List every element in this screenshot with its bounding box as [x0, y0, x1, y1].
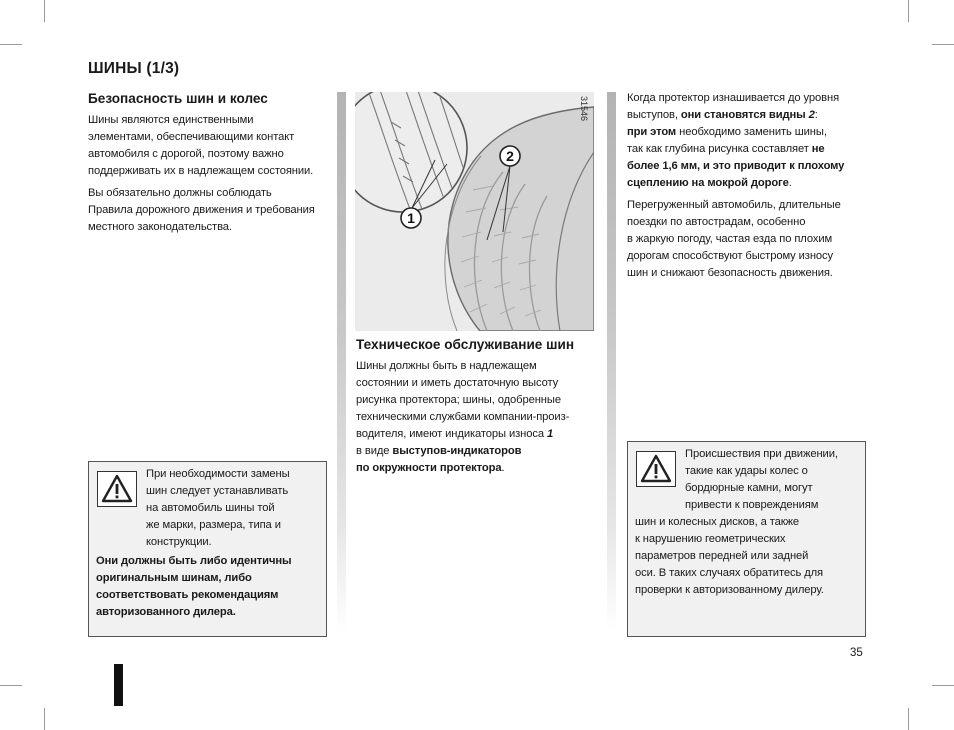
text-line: параметров передней или задней	[635, 550, 809, 562]
wear-text	[627, 90, 872, 287]
text-line: же марки, размера, типа и	[146, 519, 281, 531]
text-line: на автомобиль шины той	[146, 502, 275, 514]
text-line: Шины являются единственными	[88, 114, 254, 126]
bold-run: более 1,6 мм, и это приводит к плохому	[627, 160, 845, 172]
indicator-ref: 2	[808, 109, 815, 121]
section-tab-marker	[114, 664, 123, 706]
column-sidebar	[607, 92, 616, 632]
text-run: .	[788, 177, 792, 189]
text-line	[627, 107, 872, 124]
bold-run: выступов-индикаторов	[392, 445, 522, 457]
bold-run: по окружности протектора	[356, 462, 502, 474]
warning-text	[146, 466, 324, 551]
text-line: шин и снижают безопасность движения.	[627, 267, 833, 279]
bold-run: они становятся видны	[680, 109, 806, 121]
text-line: элементами, обеспечивающими контакт	[88, 131, 295, 143]
text-line	[356, 460, 596, 477]
warning-box-damage	[627, 441, 866, 637]
text-line: оси. В таких случаях обратитесь для	[635, 567, 824, 579]
text-line: Вы обязательно должны соблюдать	[88, 187, 272, 199]
text-line: проверки к авторизованному дилеру.	[635, 584, 824, 596]
indicator-ref: 1	[546, 428, 554, 440]
page-number: 35	[850, 647, 863, 659]
callout-1: 1	[407, 210, 415, 226]
crop-mark	[908, 0, 909, 22]
text-line: Правила дорожного движения и требования	[88, 204, 315, 216]
warning-triangle-icon	[97, 471, 137, 507]
text-line: шин и колесных дисков, а также	[635, 516, 800, 528]
crop-mark	[44, 0, 45, 22]
text-line: рисунка протектора; шины, одобренные	[356, 394, 561, 406]
text-line: в жаркую погоду, частая езда по плохим	[627, 233, 833, 245]
text-run: водителя, имеют индикаторы износа	[356, 428, 544, 440]
text-run: необходимо заменить шины,	[679, 126, 827, 138]
crop-mark	[0, 685, 22, 686]
safety-text	[88, 112, 338, 241]
text-run: выступов,	[627, 109, 678, 121]
text-line: состоянии и иметь достаточную высоту	[356, 377, 559, 389]
text-line	[627, 124, 872, 141]
text-line: техническими службами компании-произ-	[356, 411, 570, 423]
crop-mark	[44, 708, 45, 730]
text-line: авторизованного дилера.	[96, 606, 236, 618]
text-line: Перегруженный автомобиль, длительные	[627, 199, 841, 211]
text-line: Когда протектор изнашивается до уровня	[627, 92, 840, 104]
text-line: бордюрные камни, могут	[685, 482, 813, 494]
text-line: конструкции.	[146, 536, 212, 548]
crop-mark	[932, 44, 954, 45]
text-line: привести к повреждениям	[685, 499, 819, 511]
bold-run: не	[811, 143, 825, 155]
text-run: .	[501, 462, 505, 474]
text-line: Они должны быть либо идентичны	[96, 555, 292, 567]
text-line: поездки по автострадам, особенно	[627, 216, 806, 228]
text-line	[356, 443, 596, 460]
text-line: автомобиля с дорогой, поэтому важно	[88, 148, 284, 160]
bold-run: при этом	[627, 126, 677, 138]
maintenance-text	[356, 358, 596, 477]
tyre-wear-figure	[355, 92, 594, 331]
text-run: так как глубина рисунка составляет	[627, 143, 809, 155]
crop-mark	[908, 708, 909, 730]
warning-bold-text	[96, 553, 324, 621]
text-run: :	[814, 109, 818, 121]
warning-box-replacement	[88, 461, 327, 637]
callout-2: 2	[506, 148, 514, 164]
text-line: оригинальным шинам, либо	[96, 572, 252, 584]
crop-mark	[932, 685, 954, 686]
text-line	[627, 141, 872, 158]
text-line: Происшествия при движении,	[685, 448, 838, 460]
bold-run: сцеплению на мокрой дороге	[627, 177, 789, 189]
warning-triangle-icon	[636, 451, 676, 487]
figure-ref-code: 31546	[579, 96, 589, 122]
text-run: в виде	[356, 445, 390, 457]
text-line	[356, 426, 596, 443]
text-line: к нарушению геометрических	[635, 533, 786, 545]
warning-text	[685, 446, 863, 514]
text-line: шин следует устанавливать	[146, 485, 289, 497]
text-line: такие как удары колес о	[685, 465, 808, 477]
column-sidebar	[337, 92, 346, 632]
text-line	[627, 175, 872, 192]
page-title: ШИНЫ (1/3)	[88, 60, 180, 77]
text-line: Шины должны быть в надлежащем	[356, 360, 537, 372]
warning-text-continued	[635, 514, 863, 599]
text-line: соответствовать рекомендациям	[96, 589, 279, 601]
crop-mark	[0, 44, 22, 45]
text-line: местного законодательства.	[88, 221, 232, 233]
section-heading-safety: Безопасность шин и колес	[88, 91, 268, 106]
section-heading-maintenance: Техническое обслуживание шин	[356, 337, 575, 352]
text-line: дорогам способствуют быстрому износу	[627, 250, 834, 262]
text-line	[627, 158, 872, 175]
text-line: При необходимости замены	[146, 468, 290, 480]
text-line: поддерживать их в надлежащем состоянии.	[88, 165, 314, 177]
